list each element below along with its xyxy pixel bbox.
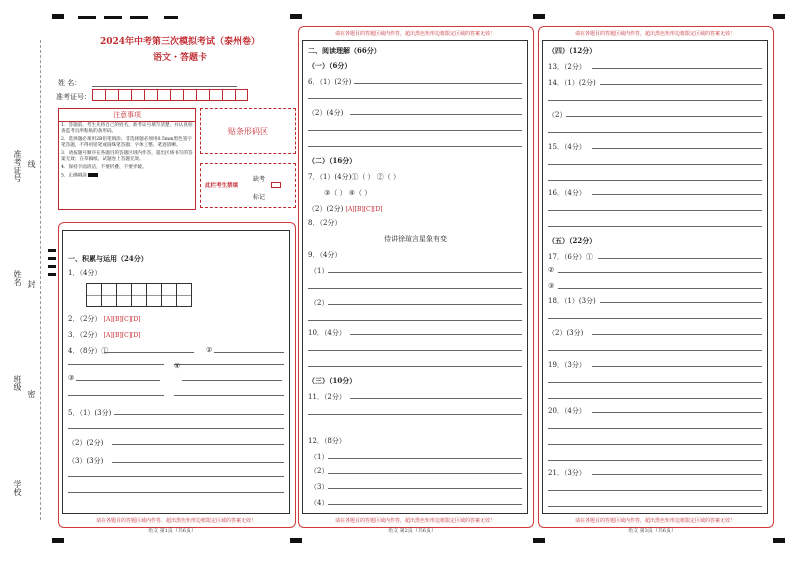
answer-line[interactable]: [548, 180, 762, 181]
bottom-mark: [773, 538, 785, 543]
answer-line[interactable]: [308, 414, 522, 415]
q18-b: （2）(3分): [548, 329, 584, 337]
q5-b: （2）(2分): [68, 439, 104, 447]
q10-label: 10．（4分）: [308, 329, 346, 337]
side-xian: 线: [27, 160, 36, 168]
answer-line[interactable]: [68, 476, 284, 477]
q12-b: （2）: [310, 467, 329, 475]
page-title: 2024年中考第三次模拟考试（泰州卷）: [99, 37, 261, 47]
q5-label: 5．（1）(3分): [68, 409, 112, 417]
answer-line[interactable]: [558, 272, 762, 273]
answer-line[interactable]: [548, 444, 762, 445]
answer-line[interactable]: [592, 334, 762, 335]
absent-label: 此栏考生禁填: [205, 183, 239, 189]
q9-label: 9．（4分）: [308, 251, 342, 259]
answer-line[interactable]: [76, 380, 160, 381]
answer-line[interactable]: [174, 395, 284, 396]
q7-c: （2）(2分) [A][B][C][D]: [308, 205, 383, 213]
q4-label: 4．（8分）①: [68, 347, 109, 355]
q12-c: （3）: [310, 483, 329, 491]
q6-label: 6．（1）(2分): [308, 78, 352, 86]
q11-label: 11．（2分）: [308, 393, 346, 401]
answer-line[interactable]: [548, 490, 762, 491]
q7-options[interactable]: [A][B][C][D]: [345, 206, 383, 213]
q7-label: 7．（1）(4分)①（ ） ②（ ）: [308, 173, 400, 181]
answer-line[interactable]: [350, 334, 522, 335]
q7-b: ③（ ） ④（ ）: [324, 189, 372, 197]
side-feng: 封: [27, 280, 36, 288]
answer-line[interactable]: [592, 148, 762, 149]
sub5-title: （五）（22分）: [548, 236, 597, 245]
id-field[interactable]: [92, 89, 248, 101]
answer-line[interactable]: [114, 414, 284, 415]
answer-line[interactable]: [558, 288, 762, 289]
absent-right1: 缺考: [253, 176, 266, 183]
q1-label: 1．（4分）: [68, 269, 102, 277]
answer-line[interactable]: [592, 68, 762, 69]
q12-label: 12．（8分）: [308, 437, 346, 445]
q2-label: 2．（2分） [A][B][C][D]: [68, 315, 141, 323]
col3-inner-box: [542, 40, 768, 514]
section-two-title: 二、阅读理解（66分）: [308, 46, 381, 55]
q13-label: 13．（2分）: [548, 63, 586, 71]
answer-line[interactable]: [548, 100, 762, 101]
name-field[interactable]: [92, 86, 237, 87]
answer-line[interactable]: [308, 98, 522, 99]
side-class-label: 班级: [13, 375, 22, 391]
answer-line[interactable]: [592, 474, 762, 475]
answer-line[interactable]: [112, 444, 284, 445]
top-mark: [773, 14, 785, 19]
answer-line[interactable]: [548, 460, 762, 461]
side-mark: [48, 265, 56, 268]
answer-line[interactable]: [548, 132, 762, 133]
answer-line[interactable]: [548, 398, 762, 399]
q18-label: 18．（1）(3分): [548, 297, 596, 305]
fill-sample: [88, 173, 98, 177]
q16-label: 16．（4分）: [548, 189, 586, 197]
sub1-title: （一）（6分）: [308, 61, 352, 70]
q1-grid[interactable]: [86, 283, 192, 307]
answer-line[interactable]: [182, 380, 282, 381]
id-label: 准考证号：: [56, 93, 91, 101]
q4-b: ②: [206, 346, 213, 354]
q12-a: （1）: [310, 453, 329, 461]
answer-line[interactable]: [308, 146, 522, 147]
q19-label: 19．（3分）: [548, 361, 586, 369]
page-subtitle: 语文・答题卡: [152, 53, 207, 63]
col3-notice-bottom: 请在各题目的答题区域内作答，超出黑色矩形边框限定区域的答案无效！: [574, 518, 735, 524]
side-name-label: 姓名: [13, 270, 22, 286]
notes-item: 4．保持卡面清洁，不要折叠、不要弄破。: [61, 165, 147, 170]
answer-line[interactable]: [592, 194, 762, 195]
answer-line[interactable]: [328, 488, 522, 489]
answer-line[interactable]: [598, 258, 762, 259]
absent-box: [200, 163, 296, 208]
col2-notice-bottom: 请在各题目的答题区域内作答，超出黑色矩形边框限定区域的答案无效！: [334, 518, 495, 524]
bottom-mark: [52, 538, 64, 543]
notes-box: [58, 108, 196, 210]
answer-line[interactable]: [548, 318, 762, 319]
sub4-title: （四）（12分）: [548, 46, 597, 55]
side-mi: 密: [27, 390, 36, 398]
answer-line[interactable]: [548, 350, 762, 351]
q17-b: ②: [548, 266, 555, 274]
answer-line[interactable]: [68, 395, 164, 396]
answer-line[interactable]: [350, 398, 522, 399]
q3-options[interactable]: [A][B][C][D]: [103, 332, 141, 339]
q4-c: ③: [68, 374, 75, 382]
answer-line[interactable]: [68, 428, 284, 429]
page-footer-2: 语文 第2页（共6页）: [388, 528, 436, 534]
q17-c: ③: [548, 282, 555, 290]
name-label: 姓 名：: [58, 79, 82, 87]
col3-notice-top: 请在各题目的答题区域内作答，超出黑色矩形边框限定区域的答案无效！: [574, 31, 735, 37]
answer-line[interactable]: [328, 473, 522, 474]
side-id-label: 准考证号: [13, 150, 22, 182]
answer-line[interactable]: [350, 114, 522, 115]
answer-line[interactable]: [548, 164, 762, 165]
answer-line[interactable]: [328, 272, 522, 273]
bottom-mark: [290, 538, 302, 543]
answer-line[interactable]: [600, 302, 762, 303]
q2-options[interactable]: [A][B][C][D]: [103, 316, 141, 323]
col1-notice: 请在各题目的答题区域内作答，超出黑色矩形边框限定区域的答案无效！: [95, 518, 256, 524]
answer-line[interactable]: [308, 288, 522, 289]
sub2-title: （二）（16分）: [308, 156, 357, 165]
barcode-area: [200, 108, 296, 154]
top-mark: [130, 16, 148, 19]
notes-item: 3．请按题号顺序在各题目的答题区域内作答，超出区域书写的答案无效；在草稿纸、试题卷上答题无效。: [61, 151, 193, 162]
answer-line[interactable]: [68, 364, 164, 365]
q5-c: （3）(3分): [68, 457, 104, 465]
answer-line[interactable]: [308, 366, 522, 367]
top-mark: [533, 14, 545, 19]
answer-line[interactable]: [104, 352, 194, 353]
side-mark: [48, 273, 56, 276]
q14-b: （2）: [548, 111, 567, 119]
top-mark: [78, 16, 96, 19]
notes-item: 2．选择题必须用2B铅笔填涂；非选择题必须用0.5mm黑色签字笔答题，不得用铅笔或圆珠笔答题；字体工整、笔迹清晰。: [61, 137, 192, 148]
answer-line[interactable]: [566, 116, 762, 117]
answer-line[interactable]: [592, 412, 762, 413]
sub3-title: （三）（10分）: [308, 376, 357, 385]
col2-notice-top: 请在各题目的答题区域内作答，超出黑色矩形边框限定区域的答案无效！: [334, 31, 495, 37]
answer-line[interactable]: [174, 364, 284, 365]
q21-label: 21．（3分）: [548, 469, 586, 477]
answer-line[interactable]: [354, 83, 522, 84]
page-footer-1: 语文 第1页（共6页）: [148, 528, 196, 534]
answer-line[interactable]: [308, 350, 522, 351]
notes-item: 1．答题前，考生先将自己的姓名，准考证号填写清楚，并认真检查监考员所粘贴的条形码。: [61, 123, 193, 134]
answer-line[interactable]: [548, 226, 762, 227]
page-footer-3: 语文 第3页（共6页）: [628, 528, 676, 534]
answer-line[interactable]: [308, 130, 522, 131]
top-mark: [164, 16, 178, 19]
absent-checkbox[interactable]: [271, 182, 281, 188]
q8-label: 8．（2分）: [308, 219, 342, 227]
answer-line[interactable]: [328, 458, 522, 459]
top-mark: [104, 16, 122, 19]
answer-line[interactable]: [548, 210, 762, 211]
q9-b: （2）: [310, 299, 329, 307]
answer-line[interactable]: [548, 506, 762, 507]
answer-line[interactable]: [308, 320, 522, 321]
q20-label: 20．（4分）: [548, 407, 586, 415]
q12-d: （4）: [310, 499, 329, 507]
binding-line: [40, 40, 41, 520]
side-mark: [48, 257, 56, 260]
answer-line[interactable]: [328, 504, 522, 505]
q17-label: 17．（6分）①: [548, 253, 593, 261]
answer-line[interactable]: [548, 428, 762, 429]
bottom-mark: [533, 538, 545, 543]
answer-line[interactable]: [600, 84, 762, 85]
top-mark: [290, 14, 302, 19]
q4-d: ④: [174, 362, 181, 370]
barcode-label: 贴条形码区: [228, 126, 268, 136]
q14-label: 14．（1）(2分): [548, 79, 596, 87]
q15-label: 15．（4分）: [548, 143, 586, 151]
side-school-label: 学校: [13, 480, 22, 496]
notes-title: 注意事项: [59, 109, 195, 122]
answer-line[interactable]: [214, 352, 284, 353]
answer-line[interactable]: [68, 492, 284, 493]
notes-item: 5．正确填涂: [61, 173, 87, 179]
q9-a: （1）: [310, 267, 329, 275]
q3-label: 3．（2分） [A][B][C][D]: [68, 331, 141, 339]
answer-line[interactable]: [328, 304, 522, 305]
top-mark: [52, 14, 64, 19]
section-one-title: 一、积累与运用（24分）: [68, 254, 148, 263]
q8-text: 侍讲徐瑄言星象有变: [384, 235, 447, 243]
q6-b: （2）(4分): [308, 109, 344, 117]
answer-line[interactable]: [548, 382, 762, 383]
side-mark: [48, 249, 56, 252]
answer-line[interactable]: [112, 462, 284, 463]
absent-right2: 标记: [253, 194, 266, 201]
answer-line[interactable]: [592, 366, 762, 367]
